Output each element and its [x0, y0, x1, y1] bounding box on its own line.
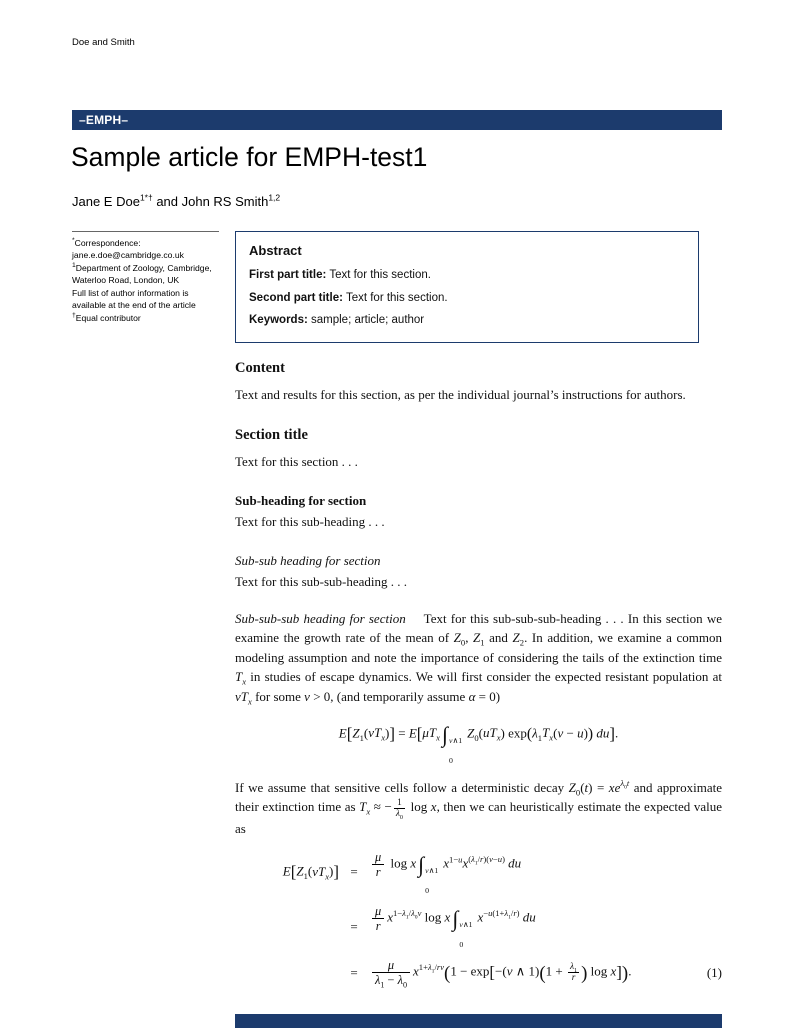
abstract-keywords-text: sample; article; author [311, 314, 425, 327]
equals-sign: = [350, 864, 358, 880]
authors-line: Jane E Doe$^{1*\dagger}$ and John RS Smith$^{1,2}$ [72, 192, 281, 209]
abstract-keywords-label: Keywords: [249, 314, 308, 327]
subsubsubsection-heading: Sub-sub-sub heading for section [235, 610, 406, 626]
journal-banner [72, 110, 722, 130]
abstract-heading: Abstract [249, 243, 302, 258]
next-page-banner [235, 1014, 722, 1028]
paragraph-subsubsubsection [235, 609, 722, 707]
section-heading-content: Content [235, 360, 285, 376]
article-body [235, 358, 722, 997]
running-header: Doe and Smith [72, 37, 135, 48]
abstract-first-part [249, 268, 685, 284]
abstract-keywords [249, 313, 685, 329]
paragraph-content: Text and results for this section, as per the individual journal’s instructions for authors. [235, 386, 686, 402]
correspondence-block [72, 231, 219, 324]
subsection-heading: Sub-heading for section [235, 492, 367, 508]
section-heading-title: Section title [235, 427, 308, 444]
journal-banner-label: –EMPH– [79, 113, 129, 127]
abstract-box [235, 231, 699, 343]
equal-contributor-note: †Equal contributor [72, 311, 141, 323]
equation-row-1 [235, 850, 722, 895]
paragraph-subsection: Text for this sub-heading . . . [235, 514, 385, 529]
paragraph-estimate: If we assume that sensitive cells follow a deterministic decay $Z_0(t) = xe^{\lambda_0t}$ and approximate their extinction time as $T_x$ ≈ − $\frac{1}{\lambda_0}$ log x, then we can heuristically estimate the expected value as [235, 778, 722, 837]
equation-rhs-1: $\frac{\mu}{r}$ log x∫ v∧1 0 $x^{1-u}x^{(\lambda_1/r)(v-u)}$ du [369, 850, 521, 895]
aligned-equations [235, 850, 722, 989]
equation-row-3 [235, 958, 722, 988]
equation-rhs-3: $\frac{\mu}{\lambda_1 - \lambda_0}$ $x^{1+\lambda_1/rv}(1 - \exp[-(v$ ∧ 1)(1 + $\frac{\lambda_1}{r}$ ) log x]). [369, 958, 631, 988]
author-info-note: Full list of author information is available at the end of the article [72, 287, 196, 311]
equation-rhs-2: $\frac{\mu}{r}$ $x^{1-\lambda_1/\lambda_0v}$ log x∫ v∧1 0 $x^{-u(1+\lambda_1/r)}$ du [369, 904, 536, 949]
equals-sign: = [350, 965, 358, 981]
abstract-second-part-label: Second part title: [249, 291, 343, 304]
equation-number: (1) [706, 965, 722, 981]
paragraph-section: Text for this section . . . [235, 454, 358, 469]
abstract-second-part [249, 291, 685, 307]
paragraph-subsubsection: Text for this sub-sub-heading . . . [235, 574, 408, 589]
abstract-first-part-label: First part title: [249, 269, 327, 281]
subsubsection-heading: Sub-sub heading for section [235, 552, 381, 568]
equation-lhs: $E[Z_1(vT_x)]$ [282, 862, 339, 882]
display-equation: $E[Z_1(vT_x)] = E[\mu T_x\int$ v∧1 0 $Z_0(uT_x) \exp(\lambda_1T_x(v - u))$ du]. [338, 722, 619, 765]
abstract-first-part-text: Text for this section. [329, 269, 431, 281]
paragraph-subsubsubsection-text: Text for this sub-sub-sub-heading . . . In this section we examine the growth rate of the mean of $Z_0$, $Z_1$ and $Z_2$. In addition, we examine a common modeling assumption and note the importance of considering the tails of the extinction time $T_x$ in studies of escape dynamics. We will first consider the expected resistant population at $vT_x$ for some v > 0, (and temporarily assume α = 0) [235, 610, 723, 707]
equation-row-2 [235, 904, 722, 949]
equals-sign: = [350, 918, 358, 934]
abstract-second-part-text: Text for this section. [345, 291, 448, 304]
correspondence-email-link[interactable]: jane.e.doe@cambridge.co.uk [72, 250, 184, 261]
correspondence-label: *Correspondence: [72, 237, 141, 248]
article-title: Sample article for EMPH-test1 [71, 142, 428, 172]
affiliation-text: $^1$Department of Zoology, Cambridge, Waterloo Road, London, UK [72, 262, 212, 286]
